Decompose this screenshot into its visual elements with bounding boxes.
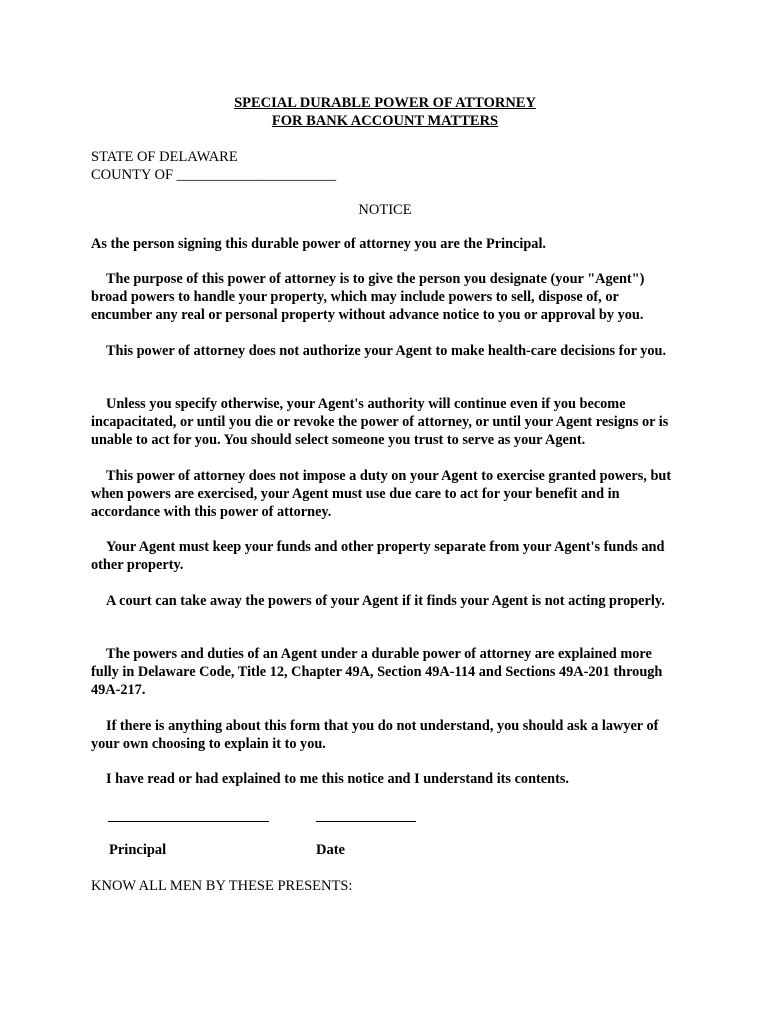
date-signature-line[interactable] (316, 821, 416, 822)
notice-paragraph-court: A court can take away the powers of your Agent if it finds your Agent is not acting properly. (106, 593, 665, 609)
notice-paragraph-principal: As the person signing this durable power of attorney you are the Principal. (91, 236, 546, 252)
document-title-line2: FOR BANK ACCOUNT MATTERS (271, 113, 499, 129)
principal-signature-line[interactable] (108, 821, 269, 822)
notice-heading: NOTICE (358, 202, 412, 218)
document-title-line1: SPECIAL DURABLE POWER OF ATTORNEY (234, 95, 536, 111)
notice-paragraph-funds: Your Agent must keep your funds and other property separate from your Agent's funds and other property. (91, 539, 665, 573)
notice-paragraph-purpose: The purpose of this power of attorney is to give the person you designate (your "Agent") broad powers to handle your property, which may include powers to sell, dispose of, or encumber any real or personal property without advance notice to you or approval by you. (91, 271, 645, 323)
notice-paragraph-authority: Unless you specify otherwise, your Agent's authority will continue even if you become incapacitated, or until you die or revoke the power of attorney, or until your Agent resigns or is unable to act for you. You should select someone you trust to serve as your Agent. (91, 396, 669, 448)
date-label: Date (316, 842, 345, 858)
county-line: COUNTY OF ______________________ (91, 167, 337, 183)
principal-label: Principal (109, 842, 167, 858)
notice-paragraph-health-care: This power of attorney does not authorize your Agent to make health-care decisions for you. (106, 343, 667, 359)
notice-paragraph-code: The powers and duties of an Agent under a durable power of attorney are explained more fully in Delaware Code, Title 12, Chapter 49A, Section 49A-114 and Sections 49A-201 through 49A-217. (91, 646, 663, 698)
notice-paragraph-lawyer: If there is anything about this form that you do not understand, you should ask a lawyer of your own choosing to explain it to you. (91, 718, 659, 752)
notice-paragraph-acknowledgement: I have read or had explained to me this notice and I understand its contents. (106, 771, 569, 787)
notice-paragraph-duty: This power of attorney does not impose a duty on your Agent to exercise granted powers, but when powers are exercised, your Agent must use due care to act for your benefit and in accordance with this power of attorney. (91, 468, 672, 520)
state-line: STATE OF DELAWARE (91, 149, 238, 165)
closing-line: KNOW ALL MEN BY THESE PRESENTS: (91, 878, 353, 894)
